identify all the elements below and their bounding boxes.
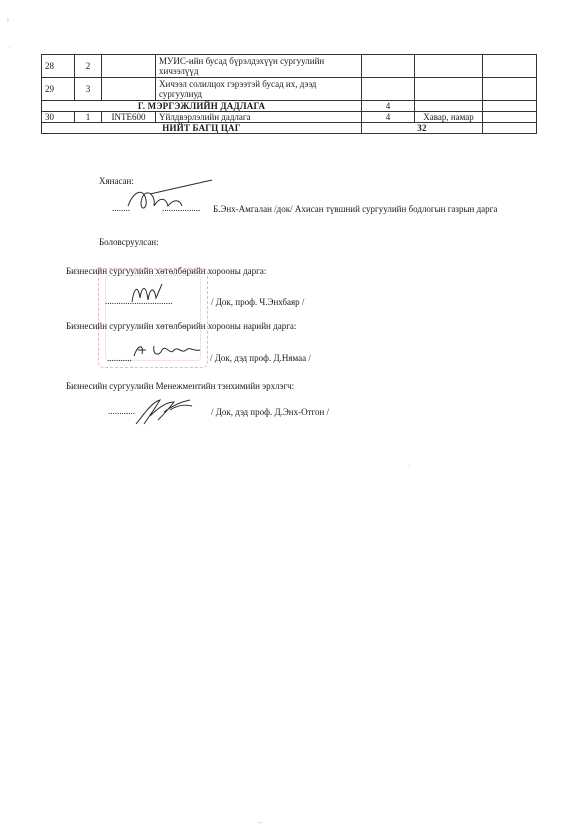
signature-dots: ............ (108, 406, 135, 416)
committee-secretary-signature (130, 340, 210, 362)
signature-dots: ................. (162, 203, 201, 213)
row-number: 30 (42, 112, 75, 123)
committee-secretary-line (107, 353, 132, 363)
section-credit: 4 (362, 101, 415, 112)
scan-speck: · (408, 462, 411, 470)
committee-secretary-label: Бизнесийн сургуулийн хөтөлбөрийн хорооны нарийн дарга: (66, 321, 297, 331)
table-row (42, 78, 537, 101)
committee-chair-label: Бизнесийн сургуулийн хөтөлбөрийн хорооны дарга: (66, 266, 267, 276)
signature-dots: ........ (112, 203, 130, 213)
prepared-label: Боловсруулсан: (99, 237, 159, 247)
section-header-row (42, 101, 537, 112)
curriculum-table (41, 54, 537, 134)
total-row (42, 123, 537, 134)
row-number: 29 (42, 78, 75, 101)
course-term: Хавар, намар (415, 112, 483, 123)
total-label: НИЙТ БАГЦ ЦАГ (42, 123, 362, 134)
committee-chair-name: / Док, проф. Ч.Энхбаяр / (211, 297, 305, 307)
course-credit: 4 (362, 112, 415, 123)
course-name: Хичээл солилцох гэрээтэй бусад их, дээд сургуулиуд (156, 78, 362, 101)
empty-cell (483, 112, 537, 123)
empty-cell (483, 123, 537, 134)
signature-dots: ........... (107, 353, 132, 363)
course-credit (362, 55, 415, 78)
margin-mark: ˈ (8, 46, 11, 54)
signature-dots: .............................. (105, 296, 173, 306)
section-label: Г. МЭРГЭЖЛИЙН ДАДЛАГА (42, 101, 362, 112)
table-row (42, 112, 537, 123)
reviewed-label: Хянасан: (99, 176, 134, 186)
dept-head-label: Бизнесийн сургуулийн Менежментийн тэнхимийн эрхлэгч: (66, 381, 295, 391)
empty-cell (483, 78, 537, 101)
scan-speck: – (258, 818, 262, 826)
course-name: Үйлдвэрлэлийн дадлага (156, 112, 362, 123)
course-code: INTE600 (102, 112, 156, 123)
course-code (102, 78, 156, 101)
row-index: 3 (75, 78, 102, 101)
course-term (415, 55, 483, 78)
course-term (415, 78, 483, 101)
row-index: 2 (75, 55, 102, 78)
course-code (102, 55, 156, 78)
table-row (42, 55, 537, 78)
margin-mark: ˀ (7, 18, 9, 26)
reviewer-name: Б.Энх-Амгалан /док/ Ахисан түвшний сургуулийн бодлогын газрын дарга (213, 204, 498, 214)
row-index: 1 (75, 112, 102, 123)
total-credit: 32 (362, 123, 483, 134)
committee-secretary-name: / Док, дэд проф. Д.Нямаа / (210, 353, 311, 363)
row-number: 28 (42, 55, 75, 78)
committee-chair-signature (128, 278, 168, 308)
course-credit (362, 78, 415, 101)
reviewer-signature (120, 176, 220, 216)
course-name: МУИС-ийн бусад бүрэлдэхүүн сургуулийн хичээлүүд (156, 55, 362, 78)
dept-head-name: / Док, дэд проф. Д.Энх-Отгон / (211, 407, 330, 417)
empty-cell (415, 101, 483, 112)
empty-cell (483, 55, 537, 78)
dept-head-signature (130, 394, 200, 428)
empty-cell (483, 101, 537, 112)
